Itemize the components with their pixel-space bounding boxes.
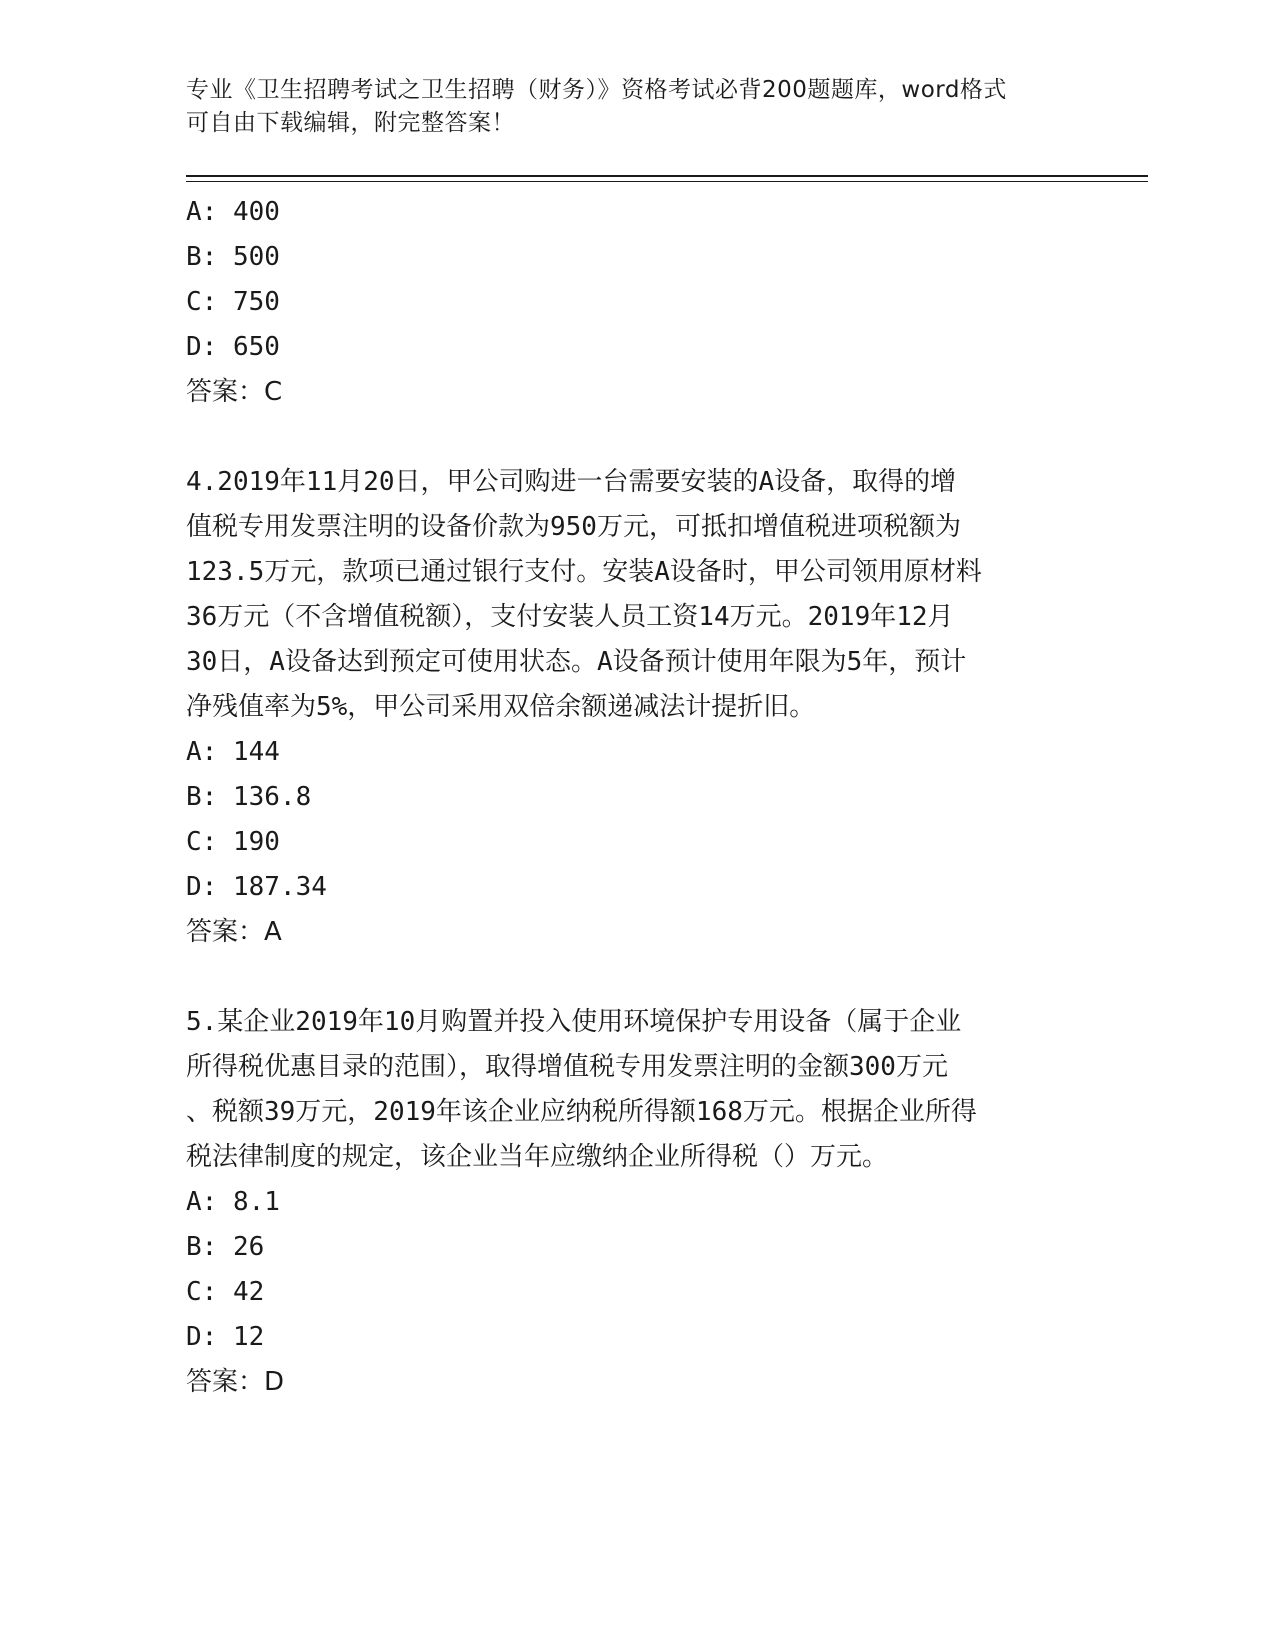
answer: 答案：C bbox=[186, 377, 283, 407]
header-rule-thin bbox=[186, 181, 1148, 182]
answer: 答案：D bbox=[186, 1367, 285, 1397]
question-3 bbox=[186, 190, 1086, 415]
option-d: D: 187.34 bbox=[186, 872, 327, 902]
option-a: A: 144 bbox=[186, 737, 280, 767]
header-line-1: 专业《卫生招聘考试之卫生招聘（财务）》资格考试必背200题题库，word格式 bbox=[186, 77, 1007, 103]
option-b: B: 136.8 bbox=[186, 782, 312, 812]
header-line-2: 可自由下载编辑，附完整答案！ bbox=[186, 110, 515, 136]
question-stem-line: 123.5万元，款项已通过银行支付。安装A设备时，甲公司领用原材料 bbox=[186, 557, 982, 587]
header-rule-thick bbox=[186, 175, 1148, 177]
question-stem-line: 净残值率为5%，甲公司采用双倍余额递减法计提折旧。 bbox=[186, 692, 816, 722]
option-b: B: 26 bbox=[186, 1232, 265, 1262]
document-body bbox=[186, 190, 1086, 1405]
question-stem-line: 税法律制度的规定，该企业当年应缴纳企业所得税（）万元。 bbox=[186, 1142, 889, 1172]
option-b: B: 500 bbox=[186, 242, 280, 272]
option-c: C: 42 bbox=[186, 1277, 265, 1307]
question-5 bbox=[186, 1000, 1086, 1405]
option-d: D: 650 bbox=[186, 332, 280, 362]
option-a: A: 400 bbox=[186, 197, 280, 227]
answer: 答案：A bbox=[186, 917, 282, 947]
question-stem-line: 、税额39万元，2019年该企业应纳税所得额168万元。根据企业所得 bbox=[186, 1097, 977, 1127]
spacer bbox=[186, 955, 1086, 1000]
question-4 bbox=[186, 460, 1086, 955]
question-stem-line: 5.某企业2019年10月购置并投入使用环境保护专用设备（属于企业 bbox=[186, 1007, 962, 1037]
option-c: C: 190 bbox=[186, 827, 280, 857]
option-c: C: 750 bbox=[186, 287, 280, 317]
document-header bbox=[186, 74, 1066, 140]
question-stem-line: 所得税优惠目录的范围），取得增值税专用发票注明的金额300万元 bbox=[186, 1052, 948, 1082]
option-d: D: 12 bbox=[186, 1322, 265, 1352]
question-stem-line: 36万元（不含增值税额），支付安装人员工资14万元。2019年12月 bbox=[186, 602, 954, 632]
spacer bbox=[186, 415, 1086, 460]
question-stem-line: 4.2019年11月20日，甲公司购进一台需要安装的A设备，取得的增 bbox=[186, 467, 957, 497]
option-a: A: 8.1 bbox=[186, 1187, 280, 1217]
question-stem-line: 30日，A设备达到预定可使用状态。A设备预计使用年限为5年，预计 bbox=[186, 647, 967, 677]
question-stem-line: 值税专用发票注明的设备价款为950万元，可抵扣增值税进项税额为 bbox=[186, 512, 961, 542]
